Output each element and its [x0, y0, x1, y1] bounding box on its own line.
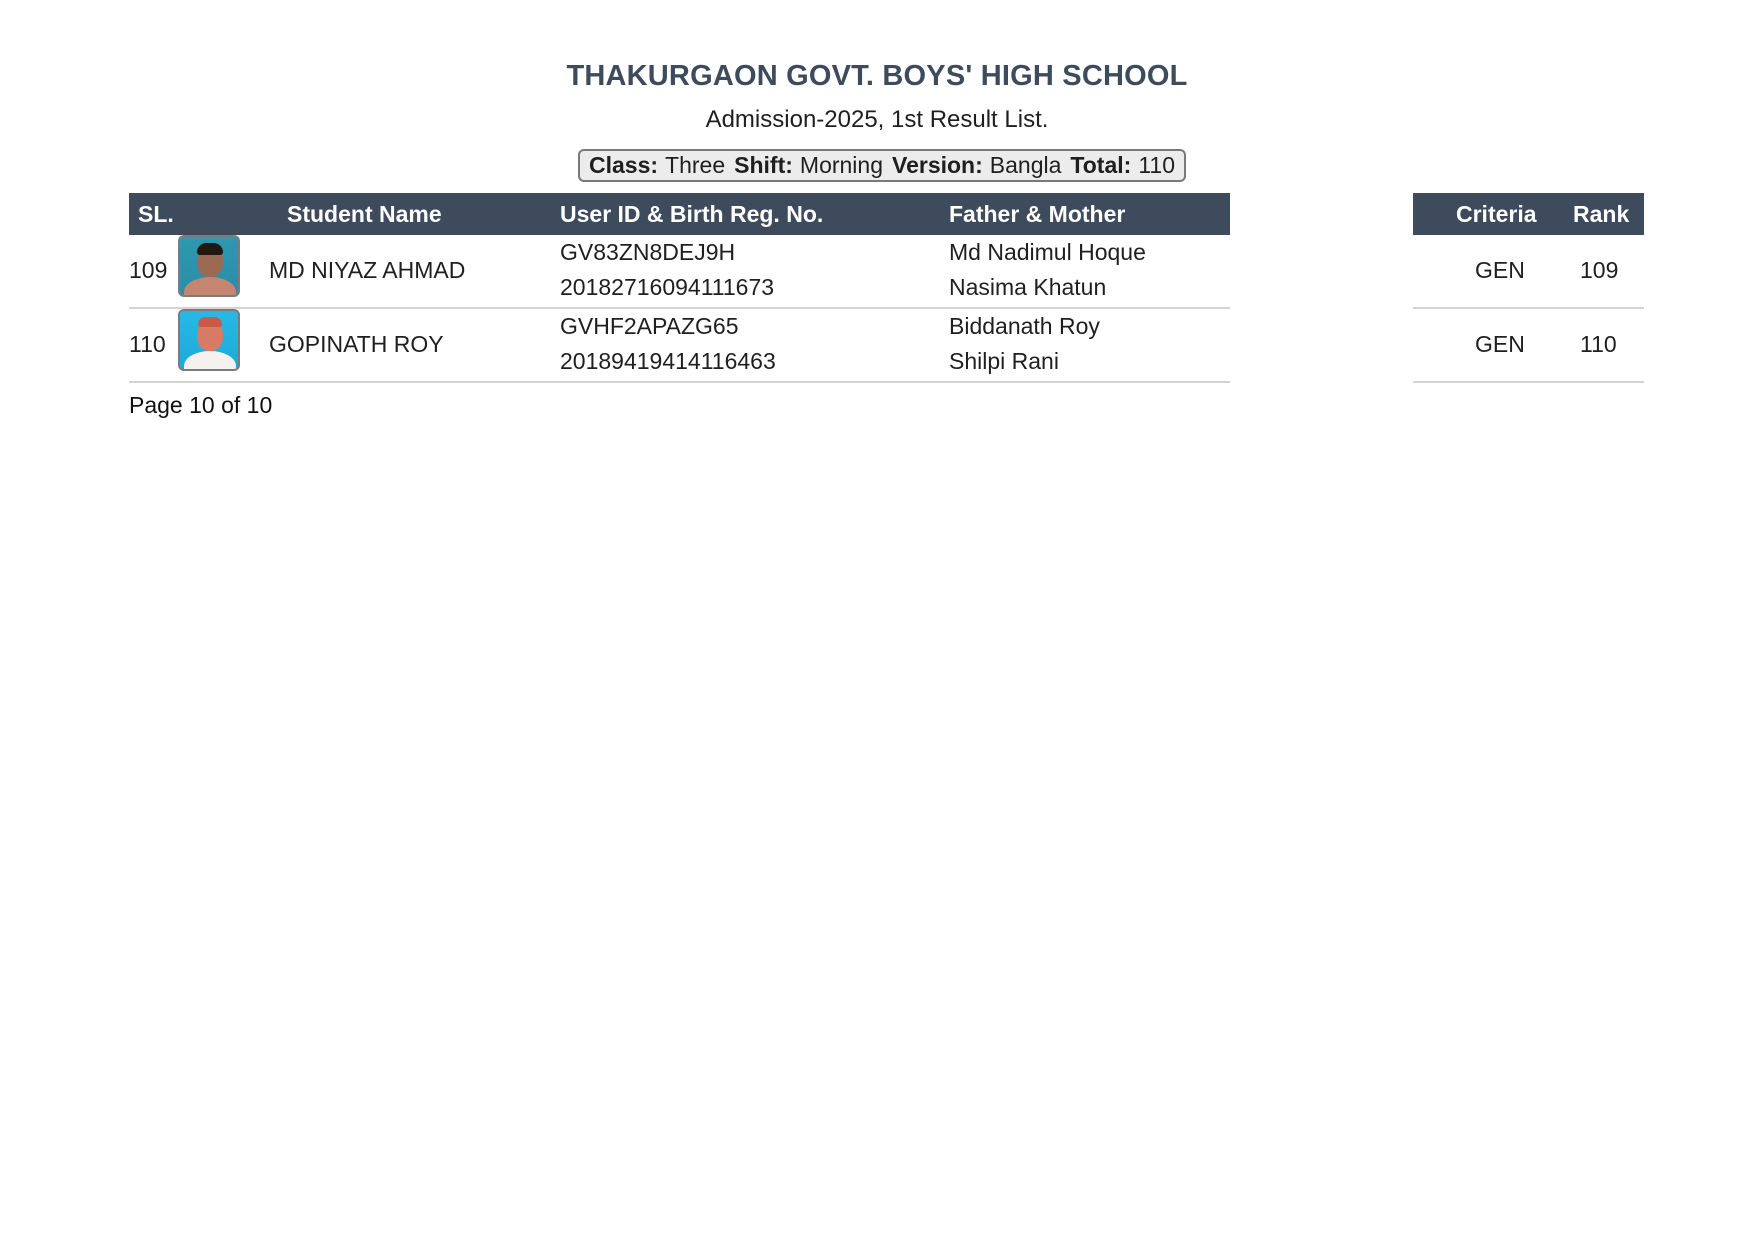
table-header-side [1413, 193, 1644, 235]
class-value: Three [665, 152, 726, 178]
shift-value: Morning [799, 152, 884, 178]
birth-reg-no: 20189419414116463 [560, 348, 776, 374]
rank-value: 110 [1580, 331, 1617, 357]
column-header-student-name: Student Name [287, 201, 442, 227]
student-name: MD NIYAZ AHMAD [269, 257, 466, 283]
student-photo [178, 309, 240, 371]
table-row [129, 309, 1230, 383]
version-label: Version: [892, 152, 983, 178]
table-row-side [1413, 309, 1644, 383]
birth-reg-no: 20182716094111673 [560, 274, 775, 300]
rank-value: 109 [1580, 257, 1619, 283]
criteria-value: GEN [1475, 331, 1525, 357]
column-header-rank: Rank [1573, 201, 1630, 227]
criteria-value: GEN [1475, 257, 1525, 283]
user-id: GVHF2APAZG65 [560, 313, 739, 339]
column-header-parents: Father & Mother [949, 201, 1126, 227]
result-list-subtitle: Admission-2025, 1st Result List. [705, 106, 1049, 133]
student-photo [178, 235, 240, 297]
column-header-sl: SL. [138, 201, 174, 227]
table-row [129, 235, 1230, 309]
table-row-side [1413, 235, 1644, 309]
column-header-criteria: Criteria [1456, 201, 1537, 227]
table-header-main [129, 193, 1230, 235]
father-name: Md Nadimul Hoque [949, 239, 1146, 265]
user-id: GV83ZN8DEJ9H [560, 239, 736, 265]
version-value: Bangla [989, 152, 1062, 178]
column-header-user-id: User ID & Birth Reg. No. [560, 201, 824, 227]
total-label: Total: [1070, 152, 1132, 178]
mother-name: Shilpi Rani [949, 348, 1059, 374]
serial-number: 110 [129, 331, 166, 357]
page-number: Page 10 of 10 [129, 392, 273, 418]
class-label: Class: [589, 152, 659, 178]
mother-name: Nasima Khatun [949, 274, 1107, 300]
shift-label: Shift: [734, 152, 793, 178]
school-title: THAKURGAON GOVT. BOYS' HIGH SCHOOL [566, 60, 1188, 92]
student-name: GOPINATH ROY [269, 331, 444, 357]
total-value: 110 [1138, 152, 1175, 178]
father-name: Biddanath Roy [949, 313, 1100, 339]
serial-number: 109 [129, 257, 168, 283]
class-info-box [578, 149, 1186, 182]
